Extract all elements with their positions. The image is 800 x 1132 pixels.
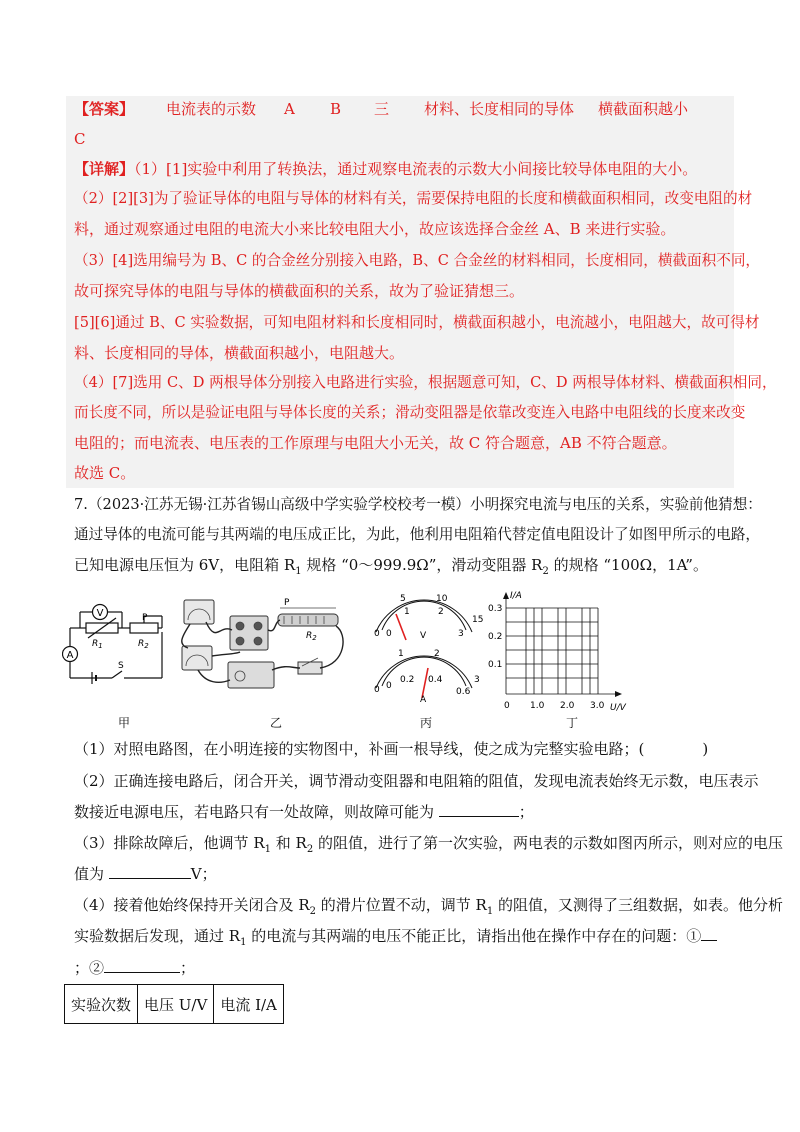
- voltmeter-label: V: [96, 608, 104, 619]
- sub-question-3a: [74, 832, 783, 861]
- ammeter-tick: 0: [386, 681, 392, 691]
- y-tick: 0.3: [488, 604, 503, 614]
- detail-line: [74, 158, 697, 180]
- rheostat-r2-label: $R_2$: [306, 631, 317, 642]
- ammeter-tick: 3: [474, 675, 480, 685]
- q4-text: ；②: [74, 959, 105, 977]
- sub-question-2a: （2）正确连接电路后，闭合开关，调节滑动变阻器和电阻箱的阻值，发现电流表始终无示数，电压表示: [74, 772, 759, 790]
- voltmeter-tick: 5: [400, 594, 406, 604]
- figure-label-jia: 甲: [118, 716, 131, 730]
- voltmeter-tick: 0: [386, 629, 392, 639]
- detail-line: 故可探究导体的电阻与导体的横截面积的关系，故为了验证猜想三。: [74, 282, 525, 300]
- question-text: 的规格 “100Ω，1A”。: [548, 556, 708, 574]
- voltmeter-unit: V: [420, 631, 427, 641]
- q3-text: 的阻值，进行了第一次实验，两电表的示数如图丙所示，则对应的电压: [313, 834, 783, 852]
- sub-question-4c: [74, 956, 195, 979]
- voltmeter-tick: 10: [436, 594, 448, 604]
- question-text: 规格 “0～999.9Ω”，滑动变阻器 R: [301, 556, 543, 574]
- question-number: 7.: [74, 496, 88, 513]
- y-tick: 0.2: [488, 632, 503, 642]
- detail-text: （1）[1]实验中利用了转换法，通过观察电流表的示数大小间接比较导体电阻的大小。: [134, 160, 698, 178]
- q1-text: （1）对照电路图，在小明连接的实物图中，补画一根导线，使之成为完整实验电路；(: [74, 740, 645, 758]
- subscript: 1: [486, 906, 494, 917]
- subscript: 1: [264, 844, 271, 855]
- table-header-cell: 实验次数: [65, 985, 138, 1024]
- q3-answer-blank[interactable]: [109, 862, 191, 879]
- q3-text: 值为: [74, 865, 105, 883]
- answer-item: 电流表的示数: [166, 100, 257, 118]
- subscript: 2: [306, 844, 314, 855]
- q3-end: V；: [190, 865, 217, 883]
- voltmeter-tick: 1: [404, 607, 410, 617]
- circuit-diagram-jia: [62, 598, 172, 690]
- x-tick: 1.0: [530, 701, 545, 711]
- q4-answer-blank-1[interactable]: [701, 924, 717, 941]
- ammeter-tick: 0: [374, 685, 380, 695]
- voltmeter-tick: 3: [458, 629, 464, 639]
- ammeter-tick: 0.6: [456, 687, 471, 697]
- q1-end: ): [702, 740, 709, 758]
- switch-label: S: [118, 661, 124, 671]
- answer-item: B: [330, 100, 342, 118]
- y-axis-label: I/A: [510, 591, 522, 601]
- detail-line: 电阻的；而电流表、电压表的工作原理与电阻大小无关，故 C 符合题意，AB 不符合题意。: [74, 434, 677, 452]
- x-axis-label: U/V: [610, 703, 626, 713]
- r1-label: $R_1$: [92, 639, 103, 650]
- q4-answer-blank-2[interactable]: [104, 956, 180, 973]
- ammeter-unit: A: [420, 695, 427, 705]
- ammeter-tick: 0.2: [400, 675, 415, 685]
- table-header-row: [65, 985, 284, 1024]
- ammeter-tick: 0.4: [428, 675, 443, 685]
- voltmeter-tick: 2: [438, 607, 444, 617]
- detail-tag: 【详解】: [74, 160, 135, 178]
- ammeter-tick: 1: [398, 649, 404, 659]
- voltmeter-tick: 0: [374, 629, 380, 639]
- subscript: 2: [309, 906, 316, 917]
- detail-line: （2）[2][3]为了验证导体的电阻与导体的材料有关，需要保持电阻的长度和横截面积相同，改变电阻的材: [74, 190, 753, 207]
- sub-question-3b: [74, 862, 217, 885]
- q3-text: （3）排除故障后，他调节 R: [74, 834, 265, 852]
- detail-line: （4）[7]选用 C、D 两根导体分别接入电路进行实验，根据题意可知，C、D 两根导体材料、横截面积相同，: [74, 374, 777, 391]
- q4-text: 的阻值，又测得了三组数据，如表。他分析: [493, 896, 783, 914]
- question-line: [74, 494, 762, 516]
- meters-bing: [362, 590, 492, 712]
- q4-text: 的滑片位置不动，调节 R: [315, 896, 487, 914]
- q2-text: 数接近电源电压，若电路只有一处故障，则故障可能为: [74, 803, 435, 821]
- subscript: 2: [542, 566, 549, 577]
- question-line: 通过导体的电流可能与其两端的电压成正比，为此，他利用电阻箱代替定值电阻设计了如图甲所示的电路，: [74, 526, 760, 543]
- q2-end: ；: [518, 803, 534, 821]
- iu-graph-ding: [486, 590, 640, 716]
- answer-item: A: [284, 100, 295, 118]
- answer-line: [74, 98, 134, 120]
- q4-text: 的电流与其两端的电压不能正比，请指出他在操作中存在的问题：①: [246, 927, 702, 945]
- detail-line: 料，通过观察通过电阻的电流大小来比较电阻大小，故应该选择合金丝 A、B 来进行实验。: [74, 220, 676, 238]
- answer-item: 横截面积越小: [598, 100, 689, 118]
- sub-question-2b: [74, 800, 534, 823]
- answer-choice: C: [74, 130, 86, 148]
- ammeter-tick: 2: [434, 649, 440, 659]
- subscript: 1: [240, 937, 247, 948]
- question-text: （2023·江苏无锡·江苏省锡山高级中学实验学校校考一模）小明探究电流与电压的关系，实验前他猜想：: [87, 496, 762, 513]
- q4-end: ；: [180, 959, 196, 977]
- detail-line: 而长度不同，所以是验证电阻与导体长度的关系；滑动变阻器是依靠改变连入电路中电阻线的长度来改变: [74, 404, 746, 421]
- detail-line: [5][6]通过 B、C 实验数据，可知电阻材料和长度相同时，横截面积越小，电流越小，电阻越大，故可得材: [74, 314, 760, 331]
- q2-answer-blank[interactable]: [439, 800, 519, 817]
- x-tick: 3.0: [590, 701, 605, 711]
- table-header-cell: 电压 U/V: [138, 985, 214, 1024]
- sub-question-4b: [74, 924, 717, 954]
- slider-p-label: P: [142, 613, 148, 623]
- answer-tag: 【答案】: [74, 100, 135, 118]
- x-tick: 0: [504, 701, 510, 711]
- detail-line: （3）[4]选用编号为 B、C 的合金丝分别接入电路，B、C 合金丝的材料相同，长度相同，横截面积不同，: [74, 252, 761, 269]
- detail-line: 料、长度相同的导体，横截面积越小，电阻越大。: [74, 344, 405, 362]
- y-tick: 0.1: [488, 660, 503, 670]
- voltmeter-needle: [396, 614, 406, 640]
- data-table: [64, 984, 284, 1024]
- q4-text: 实验数据后发现，通过 R: [74, 927, 241, 945]
- figure-label-ding: 丁: [566, 716, 579, 730]
- ammeter-label: A: [66, 650, 74, 661]
- figure-label-bing: 丙: [420, 716, 433, 730]
- apparatus-yi: [176, 594, 356, 700]
- voltmeter-tick: 15: [472, 615, 484, 625]
- subscript: 1: [295, 566, 302, 577]
- q3-text: 和 R: [270, 834, 307, 852]
- x-tick: 2.0: [560, 701, 575, 711]
- table-header-cell: 电流 I/A: [214, 985, 284, 1024]
- sub-question-1: [74, 738, 708, 760]
- rheostat-p-label: P: [284, 598, 290, 608]
- q4-text: （4）接着他始终保持开关闭合及 R: [74, 896, 310, 914]
- detail-line: 故选 C。: [74, 464, 136, 482]
- answer-item: 材料、长度相同的导体: [424, 100, 575, 118]
- answer-item: 三: [374, 100, 390, 118]
- question-line: [74, 554, 708, 583]
- sub-question-4a: [74, 894, 783, 923]
- question-text: 已知电源电压恒为 6V，电阻箱 R: [74, 556, 296, 574]
- r2-label: $R_2$: [138, 639, 149, 650]
- figure-label-yi: 乙: [270, 716, 283, 730]
